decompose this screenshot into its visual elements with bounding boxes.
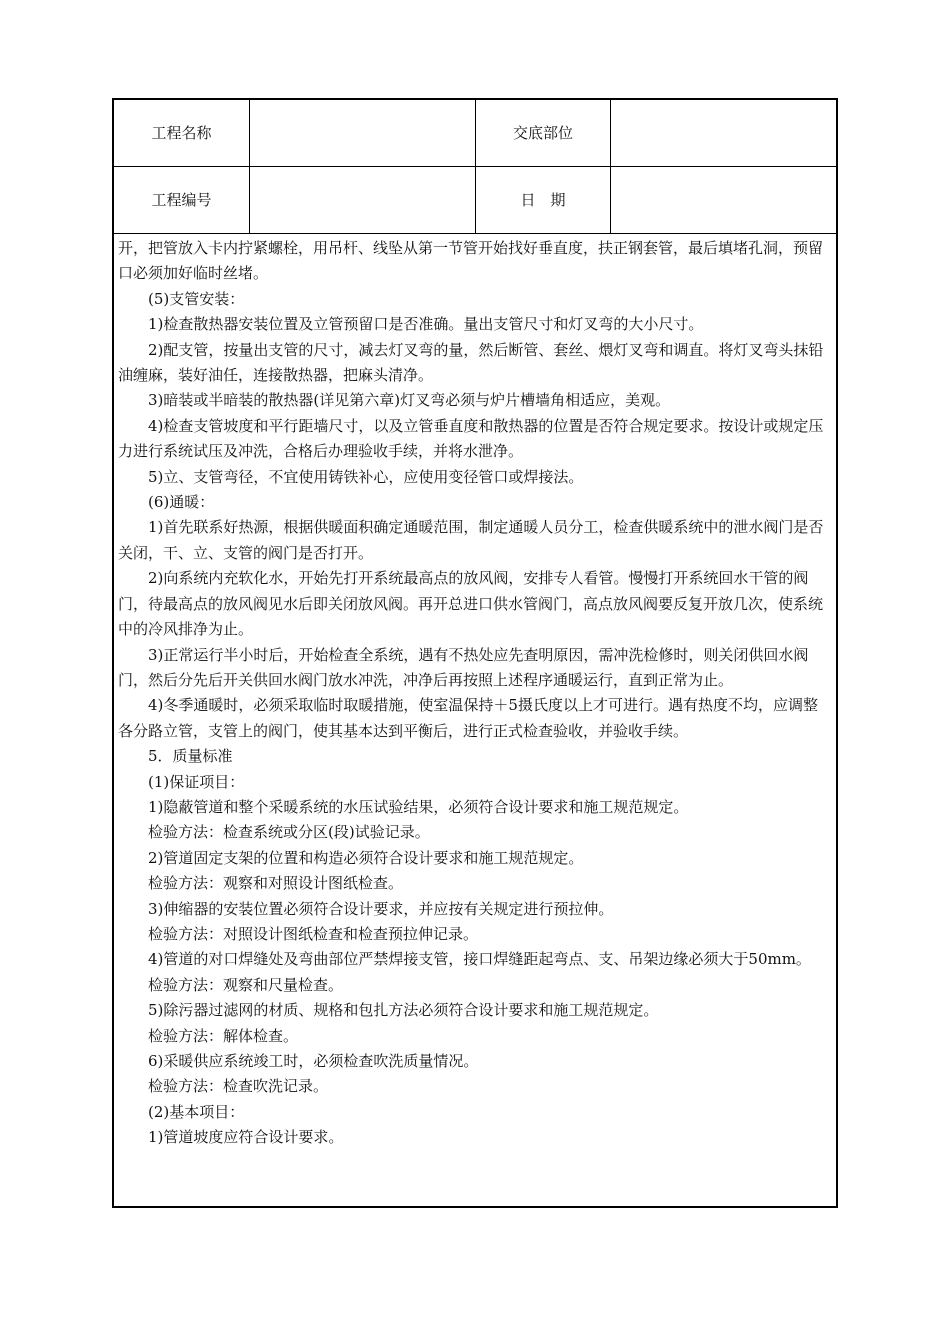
project-no-label: 工程编号 bbox=[151, 191, 212, 209]
body-paragraph: (5)支管安装： bbox=[148, 289, 245, 308]
body-paragraph: 检验方法：对照设计图纸检查和检查预拉伸记录。 bbox=[148, 924, 479, 943]
body-paragraph: 检验方法：解体检查。 bbox=[148, 1026, 299, 1045]
body-paragraph: 4)检查支管坡度和平行距墙尺寸，以及立管垂直度和散热器的位置是否符合规定要求。按设计或规定压力进行系统试压及冲洗，合格后办理验收手续，并将水泄净。 bbox=[118, 416, 824, 461]
header-table bbox=[114, 100, 836, 234]
body-paragraph: 2)向系统内充软化水，开始先打开系统最高点的放风阀，安排专人看管。慢慢打开系统回水干管的阀门，待最高点的放风阀见水后即关闭放风阀。再开总进口供水管阀门，高点放风阀要反复开放几次，使系统中的冷风排净为止。 bbox=[118, 569, 824, 639]
document-frame bbox=[112, 98, 838, 1208]
body-paragraph: 3)正常运行半小时后，开始检查全系统，遇有不热处应先查明原因，需冲洗检修时，则关闭供回水阀门，然后分先后开关供回水阀门放水冲洗，冲净后再按照上述程序通暖运行，直到正常为止。 bbox=[118, 645, 809, 689]
body-paragraph: 1)管道坡度应符合设计要求。 bbox=[148, 1128, 344, 1147]
body-paragraph: 3)暗装或半暗装的散热器(详见第六章)灯叉弯必须与炉片槽墙角相适应，美观。 bbox=[148, 391, 671, 410]
body-paragraph: 5．质量标准 bbox=[148, 747, 233, 766]
body-paragraph: 2)配支管，按量出支管的尺寸，减去灯叉弯的量，然后断管、套丝、煨灯叉弯和调直。将灯叉弯头抹铅油缠麻，装好油任，连接散热器，把麻头清净。 bbox=[118, 340, 824, 385]
body-paragraph: 4)冬季通暖时，必须采取临时取暖措施，使室温保持＋5摄氏度以上才可进行。遇有热度不均，应调整各分路立管，支管上的阀门，使其基本达到平衡后，进行正式检查验收，并验收手续。 bbox=[118, 696, 818, 740]
handover-part-label: 交底部位 bbox=[512, 124, 573, 142]
body-paragraph: 检验方法：检查系统或分区(段)试验记录。 bbox=[148, 823, 430, 842]
column-divider bbox=[610, 100, 611, 234]
column-divider bbox=[249, 100, 250, 234]
body-paragraph: 开，把管放入卡内拧紧螺栓，用吊杆、线坠从第一节管开始找好垂直度，扶正钢套管，最后填堵孔洞，预留口必须加好临时丝堵。 bbox=[118, 239, 824, 283]
body-paragraph: 1)隐蔽管道和整个采暖系统的水压试验结果，必须符合设计要求和施工规范规定。 bbox=[148, 797, 689, 816]
body-paragraph: 1)首先联系好热源，根据供暖面积确定通暖范围，制定通暖人员分工，检查供暖系统中的泄水阀门是否关闭，干、立、支管的阀门是否打开。 bbox=[118, 518, 824, 562]
date-label: 日 期 bbox=[520, 191, 566, 209]
body-paragraph: 2)管道固定支架的位置和构造必须符合设计要求和施工规范规定。 bbox=[148, 848, 584, 867]
body-paragraph: 检验方法：观察和尺量检查。 bbox=[148, 975, 344, 994]
body-paragraph: (6)通暖： bbox=[148, 493, 215, 512]
body-paragraph: 检验方法：检查吹洗记录。 bbox=[148, 1077, 329, 1096]
body-paragraph: 4)管道的对口焊缝处及弯曲部位严禁焊接支管，接口焊缝距起弯点、支、吊架边缘必须大于50mm。 bbox=[148, 950, 811, 969]
body-paragraph: 1)检查散热器安装位置及立管预留口是否准确。量出支管尺寸和灯叉弯的大小尺寸。 bbox=[148, 315, 704, 334]
body-paragraph: 5)立、支管弯径，不宜使用铸铁补心，应使用变径管口或焊接法。 bbox=[148, 467, 584, 486]
body-paragraph: 5)除污器过滤网的材质、规格和包扎方法必须符合设计要求和施工规范规定。 bbox=[148, 1001, 659, 1020]
body-paragraph: 6)采暖供应系统竣工时，必须检查吹洗质量情况。 bbox=[148, 1052, 479, 1070]
project-name-label: 工程名称 bbox=[151, 124, 212, 142]
document-body bbox=[118, 236, 832, 1151]
body-paragraph: (2)基本项目： bbox=[148, 1102, 245, 1121]
body-paragraph: 检验方法：观察和对照设计图纸检查。 bbox=[148, 874, 404, 893]
body-paragraph: (1)保证项目： bbox=[148, 772, 245, 791]
body-paragraph: 3)伸缩器的安装位置必须符合设计要求，并应按有关规定进行预拉伸。 bbox=[148, 899, 614, 918]
